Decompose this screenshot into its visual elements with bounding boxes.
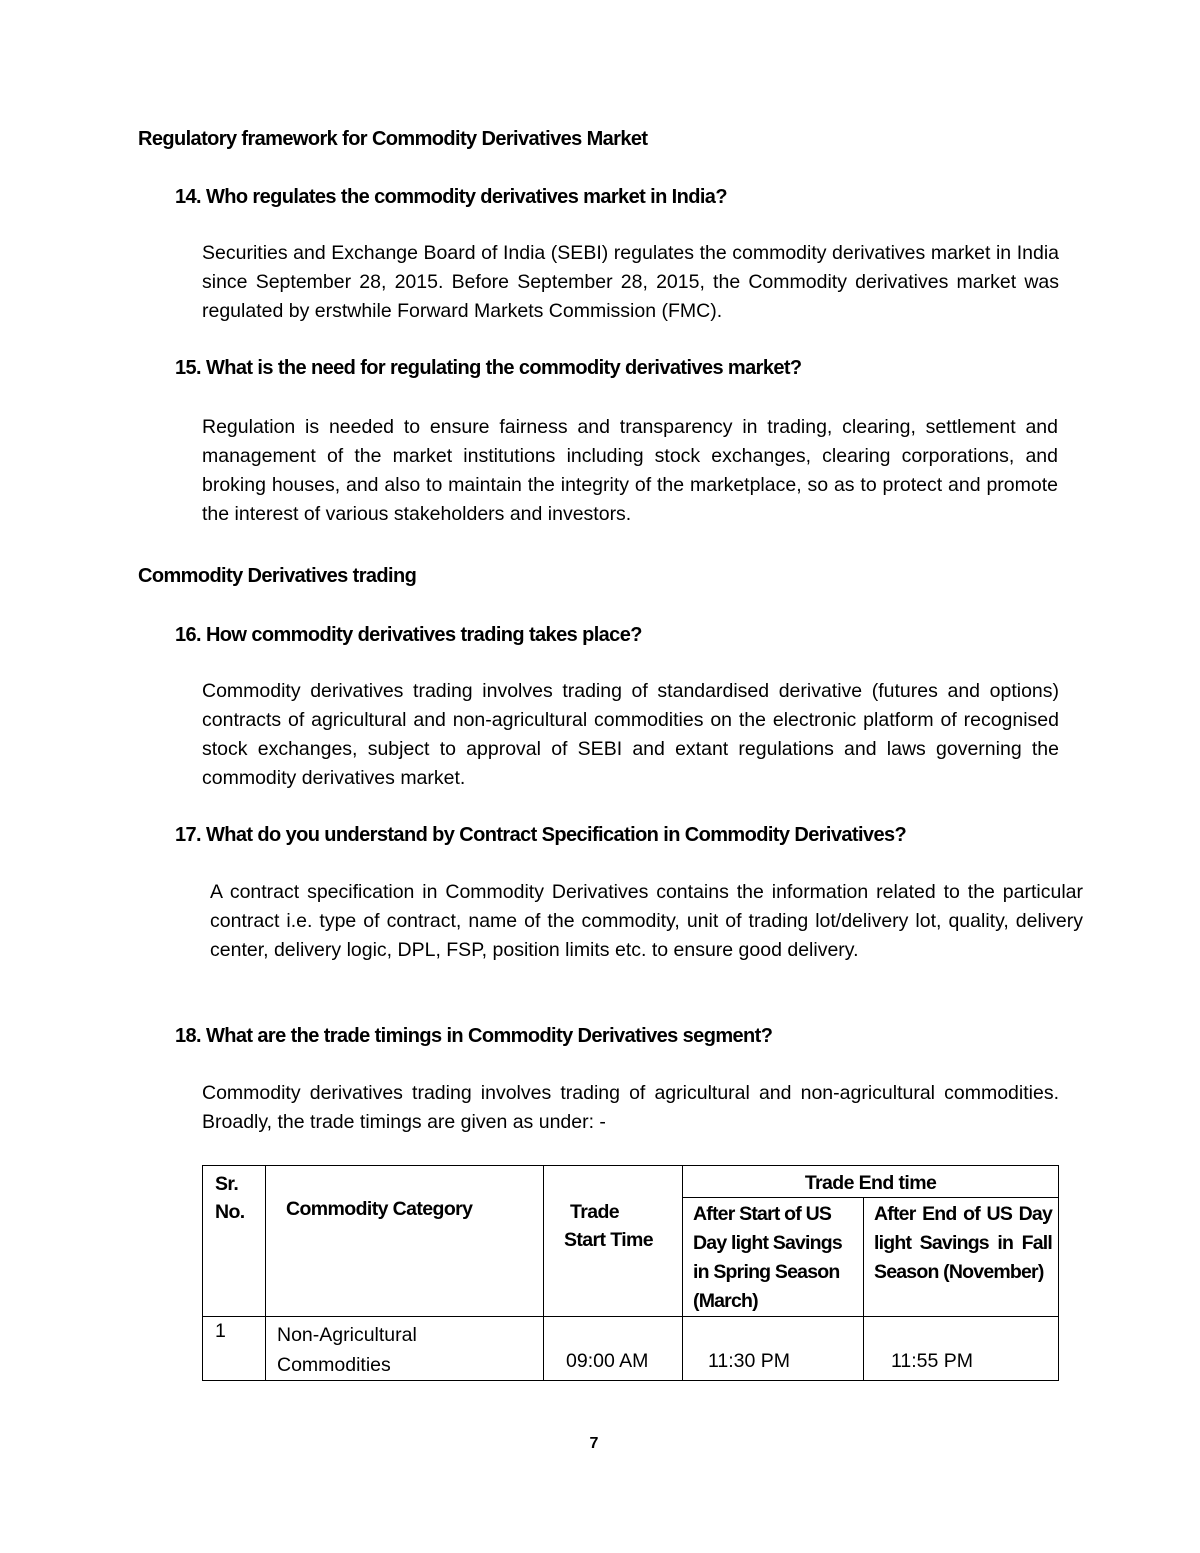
header-trade-end-time: Trade End time bbox=[683, 1166, 1059, 1198]
answer-18: Commodity derivatives trading involves trading of agricultural and non-agricultural commodities. Broadly, the trade timings are given as under: - bbox=[202, 1082, 1059, 1133]
table-row bbox=[203, 1317, 1059, 1381]
question-15: 15. What is the need for regulating the commodity derivatives market? bbox=[175, 357, 802, 379]
cell-start: 09:00 AM bbox=[544, 1317, 683, 1381]
header-sr-line1: Sr. bbox=[215, 1173, 239, 1195]
section-heading-regulatory: Regulatory framework for Commodity Derivatives Market bbox=[138, 128, 648, 150]
cell-sr: 1 bbox=[203, 1317, 266, 1381]
question-14: 14. Who regulates the commodity derivatives market in India? bbox=[175, 186, 727, 208]
table-header-row-1 bbox=[203, 1166, 1059, 1198]
section-heading-trading: Commodity Derivatives trading bbox=[138, 565, 417, 587]
question-16: 16. How commodity derivatives trading takes place? bbox=[175, 624, 642, 646]
answer-17: A contract specification in Commodity Derivatives contains the information related to the particular contract i.e. type of contract, name of the commodity, unit of trading lot/delivery lot, quality, delivery center, delivery logic, DPL, FSP, position limits etc. to ensure good delivery. bbox=[210, 881, 1083, 961]
question-17: 17. What do you understand by Contract Specification in Commodity Derivatives? bbox=[175, 824, 907, 846]
header-end-spring: After Start of US Day light Savings in Spring Season (March) bbox=[683, 1198, 864, 1317]
answer-14: Securities and Exchange Board of India (SEBI) regulates the commodity derivatives market in India since September 28, 2015. Before September 28, 2015, the Commodity derivatives market was regulated by erstwhile Forward Markets Commission (FMC). bbox=[202, 242, 1059, 322]
cell-end-fall: 11:55 PM bbox=[864, 1317, 1059, 1381]
cell-category bbox=[266, 1317, 544, 1381]
cell-category-line2: Commodities bbox=[277, 1354, 391, 1376]
header-trade-start-time bbox=[544, 1166, 683, 1317]
answer-16: Commodity derivatives trading involves trading of standardised derivative (futures and options) contracts of agricultural and non-agricultural commodities on the electronic platform of recognised stock exchanges, subject to approval of SEBI and extant regulations and laws governing the commodity derivatives market. bbox=[202, 680, 1059, 789]
header-commodity-category: Commodity Category bbox=[266, 1166, 544, 1317]
cell-end-spring: 11:30 PM bbox=[683, 1317, 864, 1381]
header-sr-no bbox=[203, 1166, 266, 1317]
question-18: 18. What are the trade timings in Commodity Derivatives segment? bbox=[175, 1025, 773, 1047]
header-sr-line2: No. bbox=[215, 1201, 245, 1223]
cell-category-line1: Non-Agricultural bbox=[277, 1324, 417, 1346]
trade-timings-table bbox=[202, 1165, 1059, 1381]
answer-15: Regulation is needed to ensure fairness and transparency in trading, clearing, settlement and management of the market institutions including stock exchanges, clearing corporations, and broking houses, and also to maintain the integrity of the marketplace, so as to protect and promote the interest of various stakeholders and investors. bbox=[202, 416, 1058, 525]
header-start-line1: Trade bbox=[570, 1201, 620, 1223]
page-number: 7 bbox=[589, 1435, 599, 1452]
header-end-fall: After End of US Day light Savings in Fall Season (November) bbox=[864, 1198, 1059, 1317]
header-start-line2: Start Time bbox=[564, 1229, 654, 1251]
